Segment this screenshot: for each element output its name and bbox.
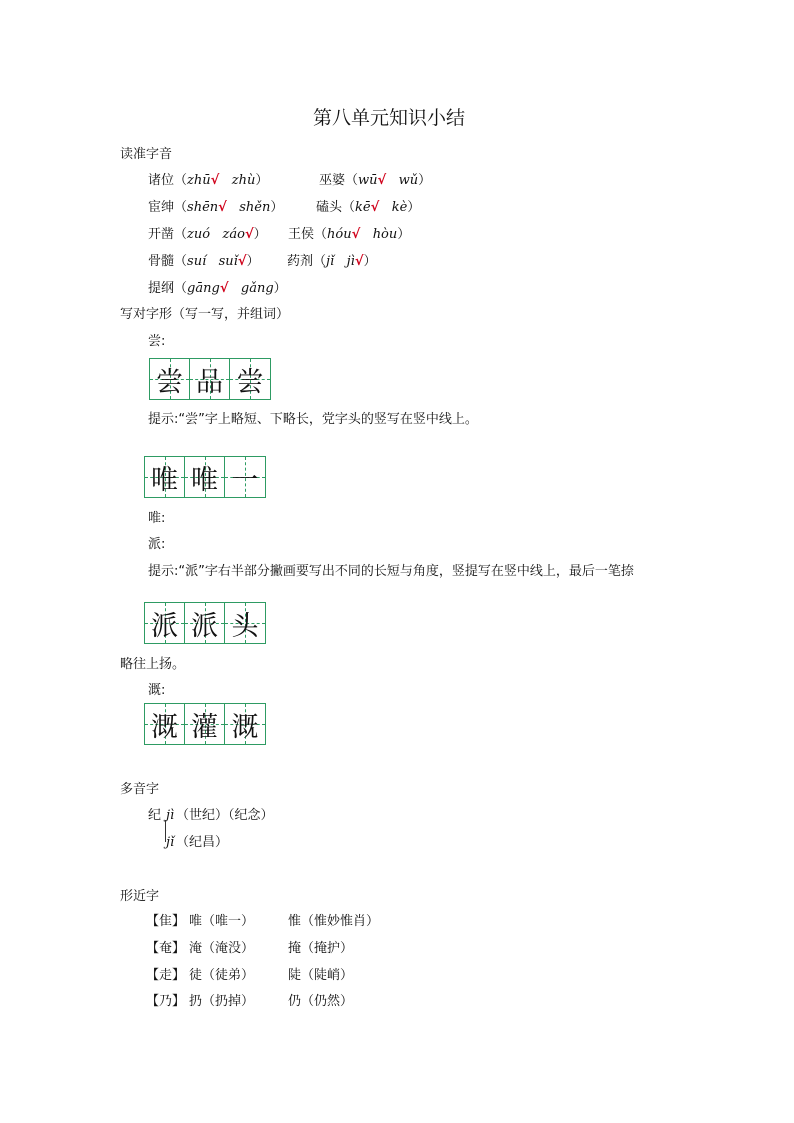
- pron-word: 诸位: [148, 173, 175, 188]
- grid-char: 头: [231, 610, 259, 642]
- grid-char: 派: [191, 610, 218, 642]
- pron-item: [148, 281, 287, 297]
- paren-open: （: [174, 200, 188, 215]
- tianzige-cell: [185, 704, 225, 744]
- pinyin-option-a: suí: [187, 254, 207, 269]
- page-title: 第八单元知识小结: [313, 107, 466, 129]
- grid-char: 溉: [151, 711, 178, 743]
- hint-pai-continued: 略往上扬。: [120, 657, 186, 672]
- pinyin-option-a: hóu: [327, 227, 352, 242]
- tianzige-cell: [185, 457, 225, 497]
- grid-char: 尝: [156, 366, 183, 398]
- pinyin-option-a: gāng: [187, 281, 220, 296]
- pron-item: [148, 254, 260, 270]
- pron-word: 巫婆: [319, 173, 346, 188]
- pinyin-option-a: jǐ: [326, 254, 335, 269]
- hint-chang: 提示:“尝”字上略短、下略长，党字头的竖写在竖中线上。: [148, 412, 478, 427]
- similar-radical: 【奄】: [146, 941, 186, 956]
- paren-close: ）: [397, 227, 411, 242]
- pinyin-option-b: záo: [222, 227, 245, 242]
- pron-item: [148, 200, 283, 216]
- pron-item: [148, 227, 267, 243]
- check-mark-icon: √: [210, 173, 220, 188]
- check-mark-icon: √: [377, 173, 387, 188]
- tianzige-cell: [185, 603, 225, 643]
- tianzige-cell: [225, 457, 265, 497]
- tianzige-cell: [190, 359, 230, 399]
- paren-open: （: [342, 200, 356, 215]
- grid-char: 唯: [191, 464, 218, 496]
- pinyin-option-a: shēn: [187, 200, 219, 215]
- tianzige-grid: [144, 703, 266, 745]
- polyphonic-words-1: （世纪）（纪念）: [176, 808, 274, 823]
- tianzige-cell: [145, 704, 185, 744]
- tianzige-cell: [145, 603, 185, 643]
- section-heading-polyphonic: 多音字: [120, 782, 160, 797]
- pron-item: [148, 173, 268, 189]
- tianzige-cell: [230, 359, 270, 399]
- check-mark-icon: √: [244, 227, 254, 242]
- grid-char: 一: [231, 464, 259, 496]
- section-heading-similar: 形近字: [120, 889, 160, 904]
- tianzige-grid: [149, 358, 271, 400]
- similar-word-2: 惟（惟妙惟肖）: [288, 914, 380, 929]
- pinyin-option-b: shěn: [239, 200, 271, 215]
- section-heading-writing: 写对字形（写一写，并组词）: [120, 307, 290, 322]
- pinyin-option-b: jì: [346, 254, 355, 269]
- char-label-wei: 唯:: [148, 511, 166, 526]
- paren-open: （: [174, 281, 188, 296]
- tianzige-grid: [144, 456, 266, 498]
- pron-word: 王侯: [288, 227, 315, 242]
- char-label-chang: 尝:: [148, 334, 166, 349]
- pron-word: 骨髓: [148, 254, 175, 269]
- check-mark-icon: √: [219, 281, 229, 296]
- pron-item: [316, 200, 420, 216]
- pinyin-option-b: gǎng: [240, 281, 274, 296]
- pron-word: 提纲: [148, 281, 175, 296]
- paren-open: （: [174, 173, 188, 188]
- paren-open: （: [174, 254, 188, 269]
- similar-word-1: 唯（唯一）: [189, 914, 255, 929]
- polyphonic-char: 纪: [148, 808, 162, 823]
- pron-item: [287, 254, 377, 270]
- pron-item: [319, 173, 431, 189]
- pinyin-option-a: zhū: [187, 173, 211, 188]
- pron-word: 磕头: [316, 200, 343, 215]
- grid-char: 溉: [231, 711, 259, 743]
- hint-pai: 提示:“派”字右半部分撇画要写出不同的长短与角度，竖提写在竖中线上，最后一笔捺: [148, 564, 634, 579]
- paren-open: （: [345, 173, 359, 188]
- pron-item: [288, 227, 410, 243]
- paren-close: ）: [253, 227, 267, 242]
- pron-word: 开凿: [148, 227, 175, 242]
- polyphonic-reading-2: jǐ: [166, 835, 175, 850]
- paren-open: （: [313, 254, 327, 269]
- tianzige-grid: [144, 602, 266, 644]
- tianzige-cell: [225, 704, 265, 744]
- paren-close: ）: [246, 254, 260, 269]
- pinyin-option-b: suǐ: [218, 254, 238, 269]
- check-mark-icon: √: [354, 254, 364, 269]
- pinyin-option-b: zhù: [231, 173, 256, 188]
- polyphonic-words-2: （纪昌）: [176, 835, 229, 850]
- paren-open: （: [174, 227, 188, 242]
- tianzige-cell: [150, 359, 190, 399]
- pinyin-option-b: wǔ: [398, 173, 419, 188]
- paren-close: ）: [270, 200, 284, 215]
- similar-word-1: 扔（扔掉）: [189, 994, 255, 1009]
- char-label-gai: 溉:: [148, 683, 166, 698]
- grid-char: 灌: [191, 711, 218, 743]
- check-mark-icon: √: [370, 200, 380, 215]
- similar-word-2: 仍（仍然）: [288, 994, 354, 1009]
- paren-close: ）: [255, 173, 269, 188]
- pron-word: 药剂: [287, 254, 314, 269]
- pron-word: 宦绅: [148, 200, 175, 215]
- char-label-pai: 派:: [148, 537, 166, 552]
- polyphonic-reading-1: jì: [166, 808, 175, 823]
- grid-char: 唯: [151, 464, 178, 496]
- paren-close: ）: [407, 200, 421, 215]
- similar-word-2: 掩（掩护）: [288, 941, 354, 956]
- similar-radical: 【走】: [146, 968, 186, 983]
- similar-word-2: 陡（陡峭）: [288, 968, 354, 983]
- similar-radical: 【隹】: [146, 914, 186, 929]
- pinyin-option-b: hòu: [372, 227, 398, 242]
- check-mark-icon: √: [237, 254, 247, 269]
- similar-radical: 【乃】: [146, 994, 186, 1009]
- tianzige-cell: [225, 603, 265, 643]
- pinyin-option-a: zuó: [187, 227, 211, 242]
- check-mark-icon: √: [351, 227, 361, 242]
- grid-char: 品: [196, 366, 223, 398]
- pinyin-option-a: wū: [358, 173, 378, 188]
- paren-close: ）: [418, 173, 432, 188]
- similar-word-1: 徒（徒弟）: [189, 968, 255, 983]
- section-heading-pronunciation: 读准字音: [120, 147, 173, 162]
- paren-close: ）: [273, 281, 287, 296]
- grid-char: 尝: [236, 366, 264, 398]
- similar-word-1: 淹（淹没）: [189, 941, 255, 956]
- pinyin-option-b: kè: [391, 200, 408, 215]
- check-mark-icon: √: [218, 200, 227, 215]
- tianzige-cell: [145, 457, 185, 497]
- grid-char: 派: [151, 610, 178, 642]
- pinyin-option-a: kē: [355, 200, 371, 215]
- paren-open: （: [314, 227, 328, 242]
- paren-close: ）: [363, 254, 377, 269]
